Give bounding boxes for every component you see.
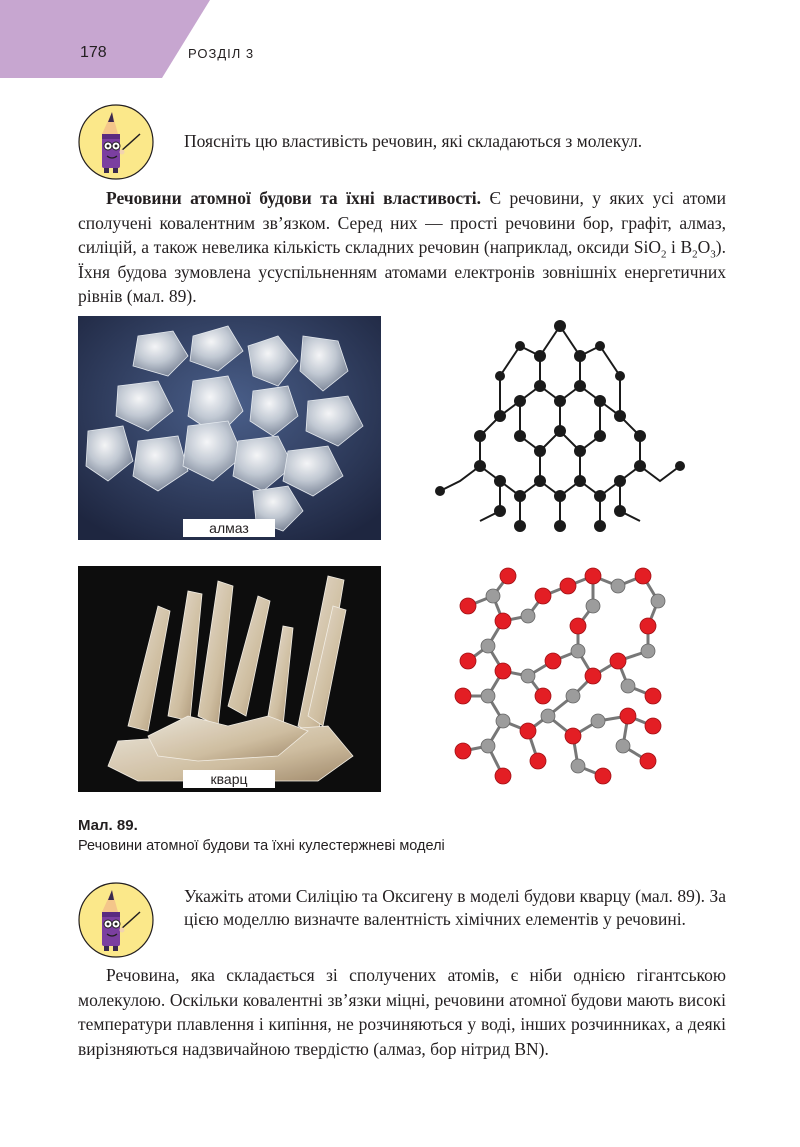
page-number: 178	[80, 44, 107, 61]
figure-caption: Речовини атомної будови та їхні кулестержневі моделі	[78, 838, 445, 854]
question-1: Поясніть цю властивість речовин, які складаються з молекул.	[184, 131, 643, 151]
quartz-label: кварц	[183, 770, 275, 788]
pencil-mascot-icon	[78, 104, 154, 180]
figure-title: Мал. 89.	[78, 817, 138, 834]
chapter-tab	[0, 0, 210, 78]
diamond-ball-stick-model	[425, 316, 685, 540]
question-2: Укажіть атоми Силіцію та Оксигену в моделі будови кварцу (мал. 89). За цією моделлю визначте валентність хімічних елементів у речовині.	[184, 886, 726, 929]
diamond-photo	[78, 316, 381, 540]
pencil-mascot-icon	[78, 882, 154, 958]
diamond-label: алмаз	[183, 519, 275, 537]
paragraph-giant-molecule: Речовина, яка складається зі сполучених атомів, є ніби однією гігантською молекулою. Оскільки ковалентні зв’язки міцні, речовини атомної будови мають високі температури плавлення і кипіння, не розчиняються у воді, інших розчинниках, а деякі вирізняються надзвичайною твердістю (алмаз, бор нітрид BN).	[78, 965, 726, 1059]
paragraph-lead: Речовини атомної будови та їхні властивості.	[106, 188, 482, 208]
paragraph-atomic-substances: Речовини атомної будови та їхні властивості. Є речовини, у яких усі атоми сполучені ковалентним зв’язком. Серед них — прості речовини бор, графіт, алмаз, силіцій, а також невелика кількість складних речовин (наприклад, оксиди SiO$_2$ і $B_2O_3$). Їхня будова зумовлена усуспільненням атомами електронів зовнішніх енергетичних рівнів (мал. 89).	[78, 188, 726, 306]
section-title: РОЗДІЛ 3	[188, 46, 255, 61]
quartz-ball-stick-model	[448, 566, 676, 792]
quartz-photo	[78, 566, 381, 792]
